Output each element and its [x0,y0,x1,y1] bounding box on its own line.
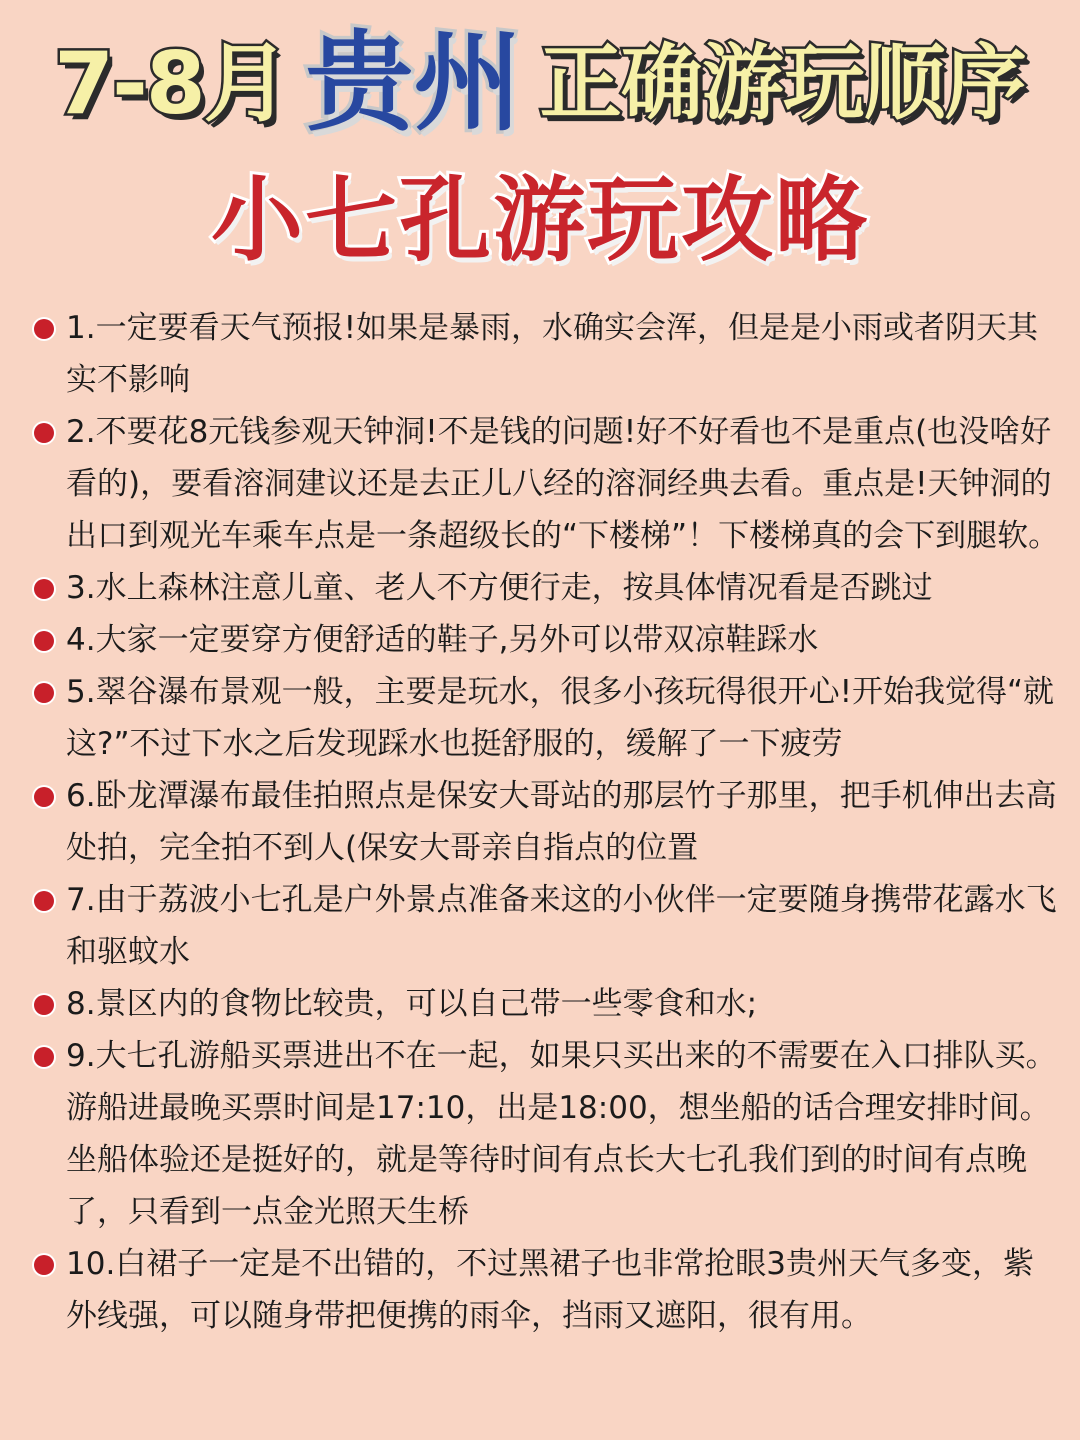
tip-text: 2.不要花8元钱参观天钟洞!不是钱的问题!好不好看也不是重点(也没啥好看的)，要看溶洞建议还是去正儿八经的溶洞经典去看。重点是!天钟洞的出口到观光车乘车点是一条超级长的“下楼梯”！下楼梯真的会下到腿软。 [66,414,1060,554]
tip-item [30,406,1060,562]
tip-item [30,978,1060,1030]
tip-item [30,1030,1060,1238]
tip-item [30,666,1060,770]
bullet-dot-icon [34,891,54,911]
tips-list [30,302,1060,1342]
tip-text: 7.由于荔波小七孔是户外景点准备来这的小伙伴一定要随身携带花露水飞和驱蚊水 [66,882,1057,970]
bullet-dot-icon [34,1047,54,1067]
tip-text: 1.一定要看天气预报!如果是暴雨，水确实会浑，但是是小雨或者阴天其实不影响 [66,310,1039,398]
title-date: 7-8月 [54,34,288,134]
bullet-dot-icon [34,631,54,651]
bullet-dot-icon [34,423,54,443]
bullet-dot-icon [34,1255,54,1275]
tip-text: 10.白裙子一定是不出错的，不过黑裙子也非常抢眼3贵州天气多变，紫外线强，可以随身带把便携的雨伞，挡雨又遮阳，很有用。 [66,1246,1035,1334]
tip-item [30,562,1060,614]
tip-text: 9.大七孔游船买票进出不在一起，如果只买出来的不需要在入口排队买。游船进最晚买票时间是17:10，出是18:00，想坐船的话合理安排时间。坐船体验还是挺好的，就是等待时间有点长大七孔我们到的时间有点晚了，只看到一点金光照天生桥 [66,1038,1057,1230]
tip-item [30,874,1060,978]
tip-item [30,1238,1060,1342]
bullet-dot-icon [34,319,54,339]
tip-item [30,770,1060,874]
subtitle: 小七孔游玩攻略 [210,167,869,274]
tip-item [30,614,1060,666]
tip-item [30,302,1060,406]
bullet-dot-icon [34,579,54,599]
bullet-dot-icon [34,787,54,807]
tip-text: 8.景区内的食物比较贵，可以自己带一些零食和水; [66,986,758,1022]
bullet-dot-icon [34,995,54,1015]
tip-text: 3.水上森林注意儿童、老人不方便行走，按具体情况看是否跳过 [66,570,933,606]
tip-text: 5.翠谷瀑布景观一般，主要是玩水，很多小孩玩得很开心!开始我觉得“就这?”不过下水之后发现踩水也挺舒服的，缓解了一下疲劳 [66,674,1055,762]
title-row [0,14,1080,154]
tip-text: 4.大家一定要穿方便舒适的鞋子,另外可以带双凉鞋踩水 [66,622,819,658]
bullet-dot-icon [34,683,54,703]
title-order: 正确游玩顺序 [539,36,1026,131]
tip-text: 6.卧龙潭瀑布最佳拍照点是保安大哥站的那层竹子那里，把手机伸出去高处拍，完全拍不到人(保安大哥亲自指点的位置 [66,778,1057,866]
title-city: 贵州 [305,21,522,146]
